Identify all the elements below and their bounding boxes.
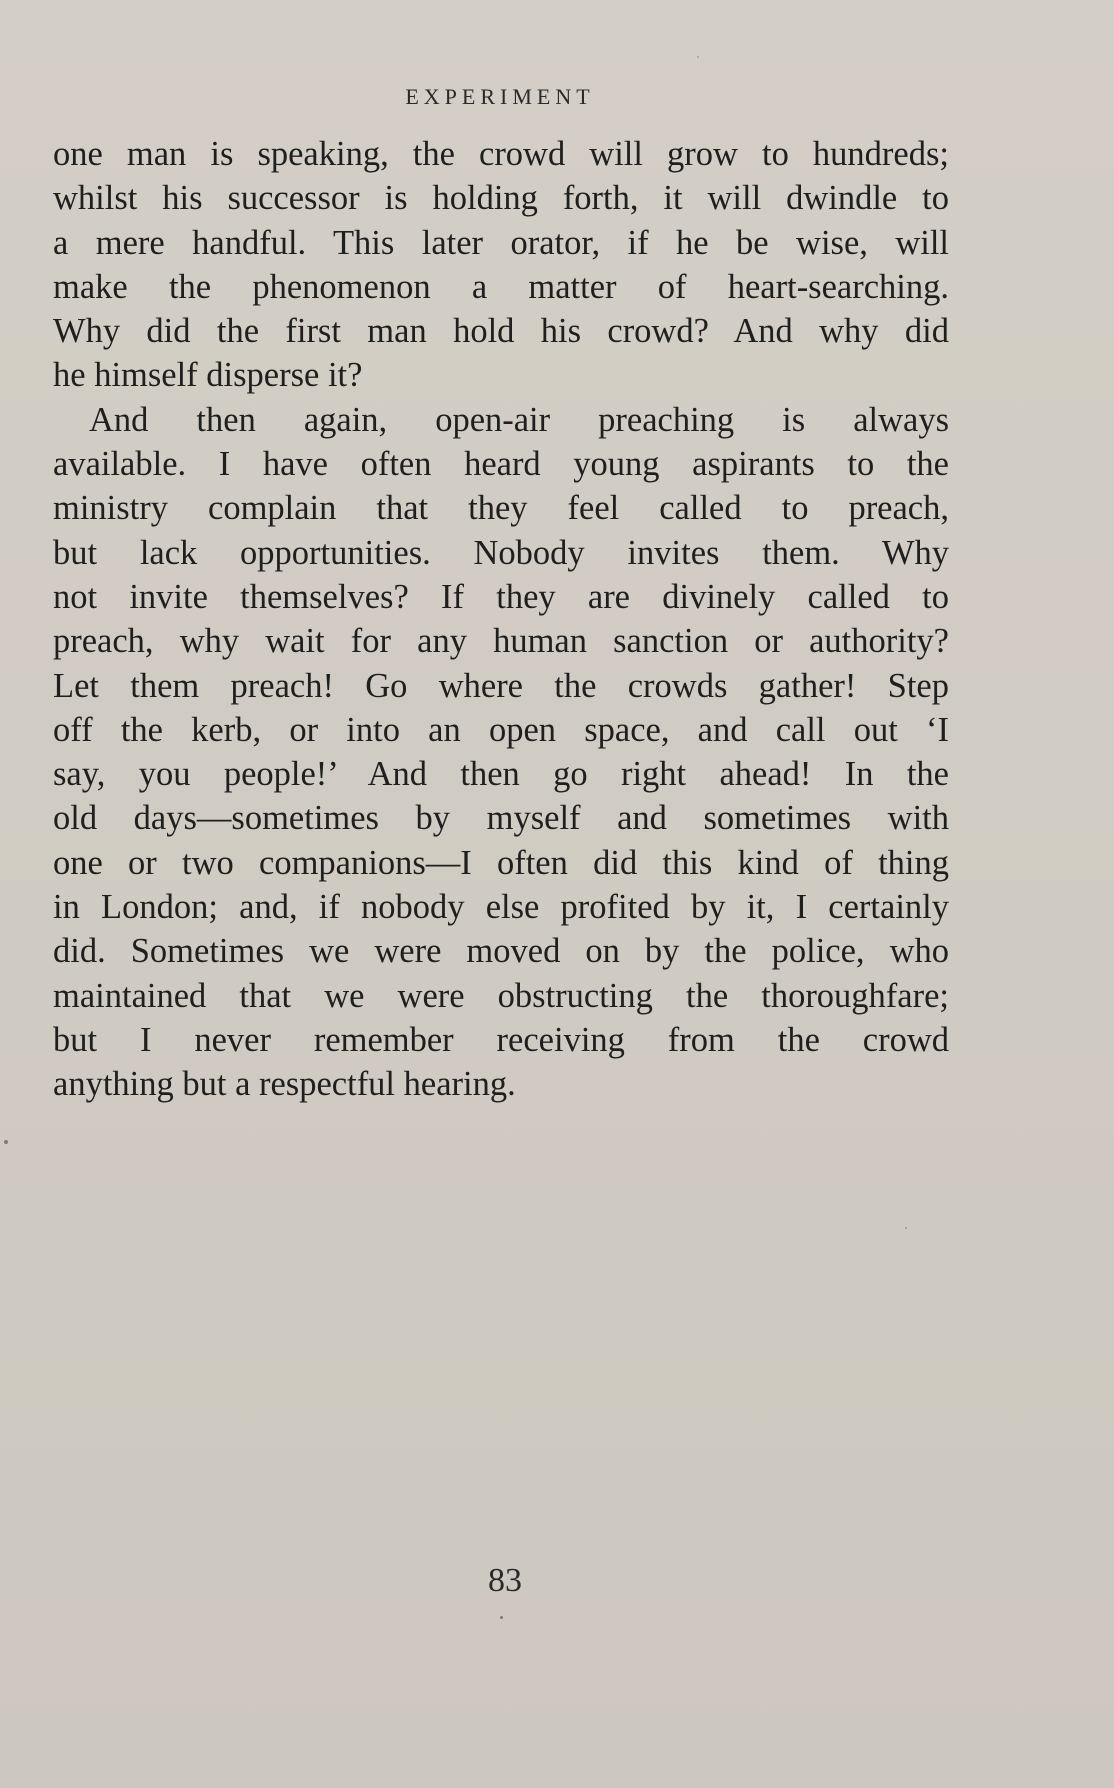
text-line: say, you people!’ And then go right ahead! In the (53, 755, 949, 794)
text-line: maintained that we were obstructing the thoroughfare; (53, 976, 949, 1015)
text-line: but lack opportunities. Nobody invites them. Why (53, 533, 949, 572)
text-line: a mere handful. This later orator, if he be wise, will (53, 223, 949, 262)
text-line: Let them preach! Go where the crowds gather! Step (53, 666, 949, 705)
text-line: ministry complain that they feel called to preach, (53, 489, 949, 528)
running-header: EXPERIMENT (405, 84, 595, 109)
body-text (53, 132, 949, 1107)
paper-speck (905, 1227, 907, 1229)
text-line: Why did the first man hold his crowd? And why did (53, 312, 949, 351)
text-line: not invite themselves? If they are divinely called to (53, 577, 949, 616)
paper-speck (4, 1140, 8, 1144)
text-line: he himself disperse it? (53, 356, 363, 395)
text-line: old days—sometimes by myself and sometimes with (53, 799, 949, 838)
paragraph-1 (53, 132, 949, 398)
text-line: did. Sometimes we were moved on by the police, who (53, 932, 949, 971)
text-line: make the phenomenon a matter of heart-searching. (53, 267, 949, 306)
text-line: one or two companions—I often did this kind of thing (53, 843, 949, 882)
text-line: in London; and, if nobody else profited by it, I certainly (53, 888, 949, 927)
text-line: And then again, open-air preaching is always (89, 400, 949, 439)
paper-speck (697, 56, 699, 58)
text-line: but I never remember receiving from the crowd (53, 1020, 949, 1059)
text-line: available. I have often heard young aspirants to the (53, 445, 949, 484)
page-number: 83 (488, 1562, 522, 1599)
paragraph-2 (53, 398, 949, 1107)
text-line: preach, why wait for any human sanction or authority? (53, 622, 949, 661)
text-line: one man is speaking, the crowd will grow to hundreds; (53, 135, 949, 173)
text-line: off the kerb, or into an open space, and call out ‘I (53, 710, 949, 749)
text-line: whilst his successor is holding forth, it will dwindle to (53, 179, 949, 218)
text-line: anything but a respectful hearing. (53, 1065, 516, 1104)
paper-speck (500, 1616, 503, 1619)
